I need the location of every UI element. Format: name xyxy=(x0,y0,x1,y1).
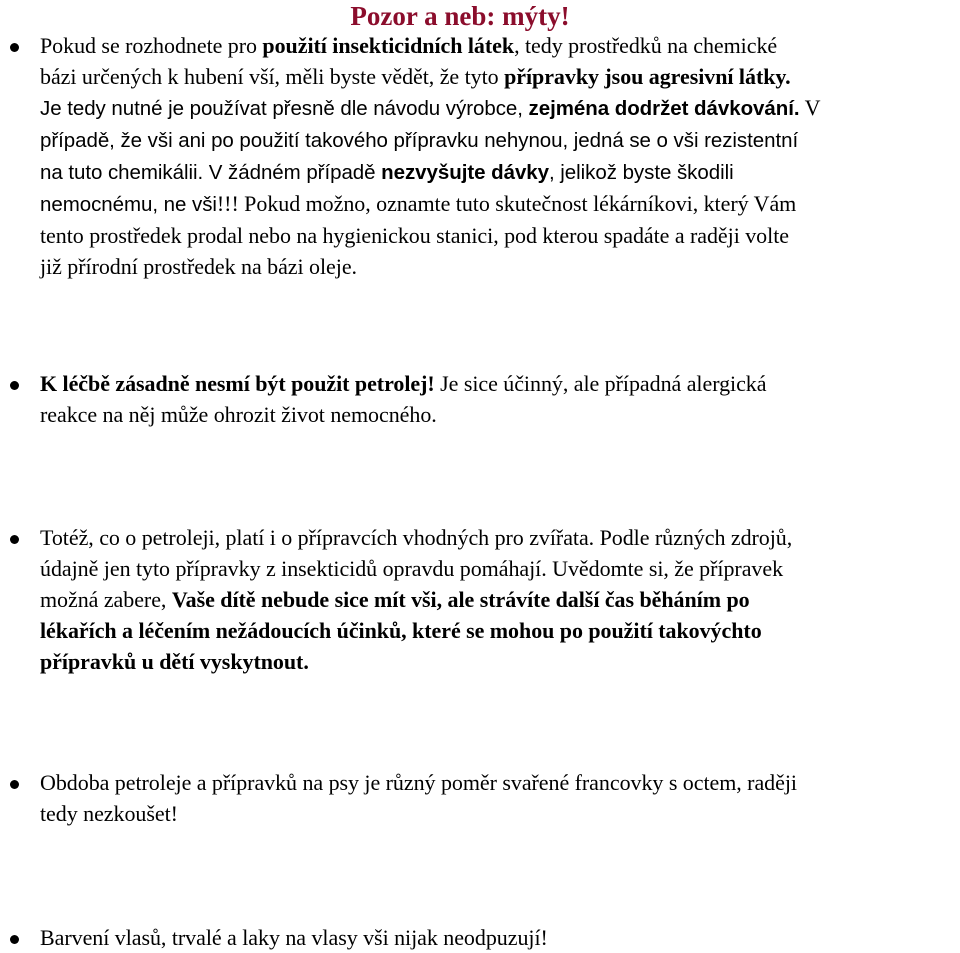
body-text: již přírodní prostředek na bázi oleje. xyxy=(40,254,357,279)
paragraph xyxy=(40,522,960,677)
body-text: , tedy prostředků na chemické xyxy=(514,33,778,58)
page-title: Pozor a neb: mýty! xyxy=(350,1,570,31)
text-line xyxy=(40,188,960,220)
body-text: V žádném případě xyxy=(203,161,382,184)
body-text: údajně jen tyto přípravky z insekticidů opravdu pomáhají. Uvědomte si, že přípravek xyxy=(40,556,784,581)
body-text: Je tedy nutné je používat přesně dle návodu výrobce, xyxy=(40,97,529,120)
text-line xyxy=(40,368,960,399)
text-line xyxy=(40,30,960,61)
body-text: tento prostředek prodal nebo na hygienickou stanici, pod kterou spadáte a raději volte xyxy=(40,223,789,248)
text-line xyxy=(40,922,960,953)
text-line xyxy=(40,220,960,251)
bold-text: nezvyšujte dávky xyxy=(381,161,550,184)
body-text: možná zabere, xyxy=(40,587,172,612)
body-text: na tuto chemikálii. xyxy=(40,161,204,184)
bold-text: použití insekticidních látek xyxy=(262,33,515,58)
text-line xyxy=(40,92,960,124)
bold-text: zejména dodržet dávkování. xyxy=(528,97,800,120)
bold-text: přípravky jsou agresivní látky. xyxy=(504,64,791,89)
body-text: reakce na něj může ohrozit život nemocného. xyxy=(40,402,437,427)
body-text: Pokud se rozhodnete pro xyxy=(40,33,263,58)
paragraph xyxy=(40,30,960,282)
body-text: Je sice účinný, ale případná alergická xyxy=(434,371,767,396)
text-line xyxy=(40,124,960,156)
body-text: tedy nezkoušet! xyxy=(40,801,178,826)
bullet-icon xyxy=(10,381,19,390)
body-text: případě, že vši ani po použití takového přípravku nehynou, jedná se o vši rezistentní xyxy=(40,129,799,152)
body-text: Totéž, co o petroleji, platí i o přípravcích vhodných pro zvířata. Podle různých zdrojů, xyxy=(40,525,793,550)
bold-text: K léčbě zásadně nesmí být použit petrolej! xyxy=(40,371,435,396)
body-text: Barvení vlasů, trvalé a laky na vlasy vši nijak neodpuzují! xyxy=(40,925,548,950)
body-text: bázi určených k hubení vší, měli byste vědět, že tyto xyxy=(40,64,505,89)
bullet-icon xyxy=(10,780,19,789)
text-line xyxy=(40,767,960,798)
text-line xyxy=(40,156,960,188)
text-line xyxy=(40,251,960,282)
text-line xyxy=(40,399,960,430)
bold-text: přípravků u dětí vyskytnout. xyxy=(40,649,309,674)
bullet-icon xyxy=(10,43,19,52)
text-line xyxy=(40,798,960,829)
text-line xyxy=(40,646,960,677)
text-line xyxy=(40,615,960,646)
body-text: V xyxy=(799,95,821,120)
body-text: nemocnému, ne xyxy=(40,193,192,216)
body-text: , jelikož byste škodili xyxy=(549,161,734,184)
text-line xyxy=(40,61,960,92)
text-line xyxy=(40,584,960,615)
body-text: Obdoba petroleje a přípravků na psy je různý poměr svařené francovky s octem, raději xyxy=(40,770,797,795)
bullet-icon xyxy=(10,535,19,544)
bullet-icon xyxy=(10,935,19,944)
paragraph xyxy=(40,368,960,430)
paragraph xyxy=(40,767,960,829)
text-line xyxy=(40,522,960,553)
bold-text: Vaše dítě nebude sice mít vši, ale strávíte další čas běháním po xyxy=(171,587,750,612)
bold-text: lékařích a léčením nežádoucích účinků, které se mohou po použití takovýchto xyxy=(40,618,762,643)
body-text: !!! Pokud možno, oznamte tuto skutečnost lékárníkovi, který Vám xyxy=(216,191,797,216)
text-line xyxy=(40,553,960,584)
body-text: vši xyxy=(192,193,217,216)
paragraph xyxy=(40,922,960,953)
